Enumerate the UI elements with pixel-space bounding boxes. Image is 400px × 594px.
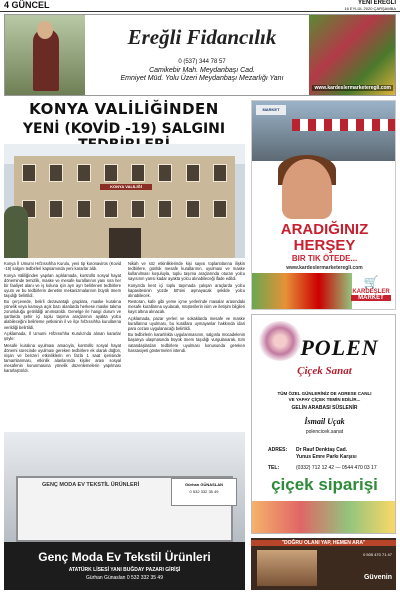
market-logo-line1: KARDEŞLER [352,289,390,295]
address-label: ADRES: [268,447,288,453]
fidancilik-ad [4,14,396,96]
market-headline-line3: BIR TIK ÖTEDE... [291,254,358,263]
window [77,200,91,218]
fidancilik-owner-photo [5,15,85,95]
window [49,200,63,218]
garden-photo [309,15,395,95]
window [158,200,172,218]
article-paragraph: Açıklamada, pazar yerleri ve sokaklarda mesafe ve maske kurallarına uyulması, bu kurallara uymayanlar hakkında idari para cezası uygulanacağı belirtildi. [128,315,245,331]
window [213,200,227,218]
genc-moda-address: ATATÜRK LİSESİ YANI BUĞDAY PAZARI GİRİŞİ [68,567,181,573]
article-paragraph: Açıklamada, İl Umumi Hıfzıssıhha Kurulu'nda alınan kararlar şöyle: [4,330,121,342]
flowers-photo [252,501,396,534]
article-column-right [128,261,245,429]
polen-line3: GELİN ARABASI SÜSLENİR [291,405,358,411]
polen-subtitle: Çiçek Sanat [297,365,352,377]
market-store-sign: MARKET [256,105,286,115]
polen-address-line1: Dr Rauf Denktaş Cad. [296,447,348,453]
market-storefront-photo [252,101,396,161]
vegetables-photo [252,273,352,310]
card-phone: 0 532 332 35 49 [189,489,219,494]
fidancilik-address-line1: Camikebir Mah. Meydanbaşı Cad. [149,67,255,74]
polen-line2: VE YAPAY ÇİÇEK TEMİN EDİLİR... [288,397,361,402]
window [158,164,172,182]
polen-instagram: polencicek.sanat [305,429,344,435]
polen-address-line2: Yunus Emre Parkı Karşısı [296,454,357,460]
tree [4,206,28,258]
governorship-building-photo [4,144,245,258]
window [49,164,63,182]
article-body [4,261,245,429]
genc-moda-ad [4,432,245,590]
article-paragraph: Nikah ve söz etkinliklerinde kişi sayısı toplantılarına ilişkin tedbirlere, günlük mesafe kurallarının, uyulması ve maske kullanılması koşuluyla, toplu taşıma araçlarında oturan yolcu sayısının yarısı kadar ayakta yolcu alınabileceği ifade edildi. [128,261,245,282]
market-headline-line1: ARADIĞINIZ [280,221,369,238]
market-logo [351,275,391,309]
issue-date: 16 EYLÜL 2020 ÇARŞAMBA [344,6,396,11]
card-name: Gürhan GÜNASLAN [185,482,223,487]
window [131,200,145,218]
tel-label: TEL: [268,465,280,471]
polen-phones: (0332) 712 12 42 — 0544 470 03 17 [296,465,377,471]
window [186,164,200,182]
article-paragraph: Konya'da kent içi toplu taşımada çalışan araçlarda yolcu kapasitesinin yüzde 50'sini aşmayacak şekilde yolcu alınabilecek. [128,282,245,298]
window [131,164,145,182]
polen-name: POLEN [300,335,379,360]
market-logo-line2: MARKET [351,295,391,301]
window [104,200,118,218]
building-sign: KONYA VALİLİĞİ [100,184,152,190]
business-card [171,478,237,506]
guvenin-slogan: "DOĞRU OLANI YAP, HEMEN ARA" [251,540,396,546]
guvenin-name: Güvenin [363,574,392,581]
shopping-cart-icon: 🛒 [363,275,379,289]
fidancilik-phone: 0 (537) 344 78 57 [178,59,226,65]
article-column-left [4,261,121,429]
window [213,164,227,182]
fidancilik-logo: Ereğli Fidancılık [127,25,277,49]
guvenin-ad [251,538,396,590]
awning [292,119,396,131]
window-row [22,200,227,218]
building-door [109,228,141,258]
window [186,200,200,218]
article-paragraph: Bu tedbirlerin kararlılıkla uygulanmasının, salgınla mücadelenin başarıya ulaşmasında büyük önem taşıdığı vurgulanarak, tüm vatandaşlardan tedbirlere uyulması konusunda gereken hassasiyeti göstermeleri istendi. [128,332,245,353]
house-photo [257,550,317,586]
genc-moda-contact: Gürhan Günaslan 0 532 332 35 49 [85,575,163,581]
article-headline-line2: YENİ (KOVİD -19) SALGINI [22,121,226,137]
page-header [0,0,400,12]
window [104,164,118,182]
article-paragraph: Bu çerçevede, belirli dezavantajlı gruplara, maske kuralına yönelik veya kamuya açık bazı alanlarda herkese maske takma zorunluluğu getirildiği anımsatıldı. Genelge ile hangi durum ve şartlarda şehir içi toplu taşıma araçlarının ayakta yolcu alabileceğini belirleme yetkisinin il ve ilçe hıfzıssıhha kurullarına verildiği belirtildi. [4,299,121,330]
owner-head [37,21,53,39]
store-photo [4,432,245,542]
guvenin-phone: 0 505 470 71 47 [363,552,392,557]
market-headline-line2: HERŞEY [293,237,356,254]
store-sign: GENÇ MODA EV TEKSTİL ÜRÜNLERİ [42,482,140,488]
window-row [22,164,227,182]
fidancilik-address-line2: Emniyet Müd. Yolu Üzeri Meydanbaşı Mezarlığı Yanı [120,75,284,82]
article-paragraph: Restoran, kafe gibi yeme içme yerlerinde masalar arasındaki mesafe kurallarına uyulacak, müşterilerin isim ve iletişim bilgileri kayıt altına alınacak. [128,299,245,315]
kardesler-market-ad [251,100,396,310]
polen-line1: TÜM ÖZEL GÜNLERİNİZ DE ADRESE CANLI [277,391,372,396]
article-paragraph: Konya Valiliğinden yapılan açıklamada, kontrollü sosyal hayat döneminde temizlik, maske ve mesafe kurallarının yanı sıra her bir faaliyet alanı ve iş koluna için ayrı ayrı belirlenen tedbirlere uyum ve bu tedbirlerin denetim mekanizmalarının büyük önem taşıdığı belirtildi. [4,272,121,298]
page-number: 4 GÜNCEL [4,0,50,10]
window [77,164,91,182]
article-headline-line1: KONYA VALİLİĞİNDEN [29,100,219,118]
polen-owner: İsmail Uçak [304,417,345,426]
window [22,164,36,182]
fidancilik-website: www.kardeslermarketeregli.com [314,85,391,91]
polen-cicek-ad [251,314,396,534]
cicek-siparisi-logo: çiçek siparişi [271,475,378,494]
newspaper-name: YENİ EREĞLİ [357,0,396,6]
article-paragraph: Konya İl Umumi Hıfzıssıhha Kurulu, yeni tip koronavirüs (Kovid -19) salgını tedbirleri kapsamında yeni kararlar aldı. [4,261,121,272]
market-website: www.kardeslermarketeregli.com [286,265,363,271]
genc-moda-title: Genç Moda Ev Tekstil Ürünleri [38,550,211,564]
model-face [282,159,332,219]
article-paragraph: Mesafe kuralına uyulması amacıyla, kontrollü sosyal hayat dönemi sürecinde uyulması gereken tedbirlere ek olarak düğün, nişan ve benzeri etkinliklerin en fazla 1 saat içerisinde tamamlanması, etkinlik alanlarında kişiler arası sosyal mesafenin korunmasına yönelik düzenlemelerin yapılması kararlaştırıldı. [4,342,121,373]
